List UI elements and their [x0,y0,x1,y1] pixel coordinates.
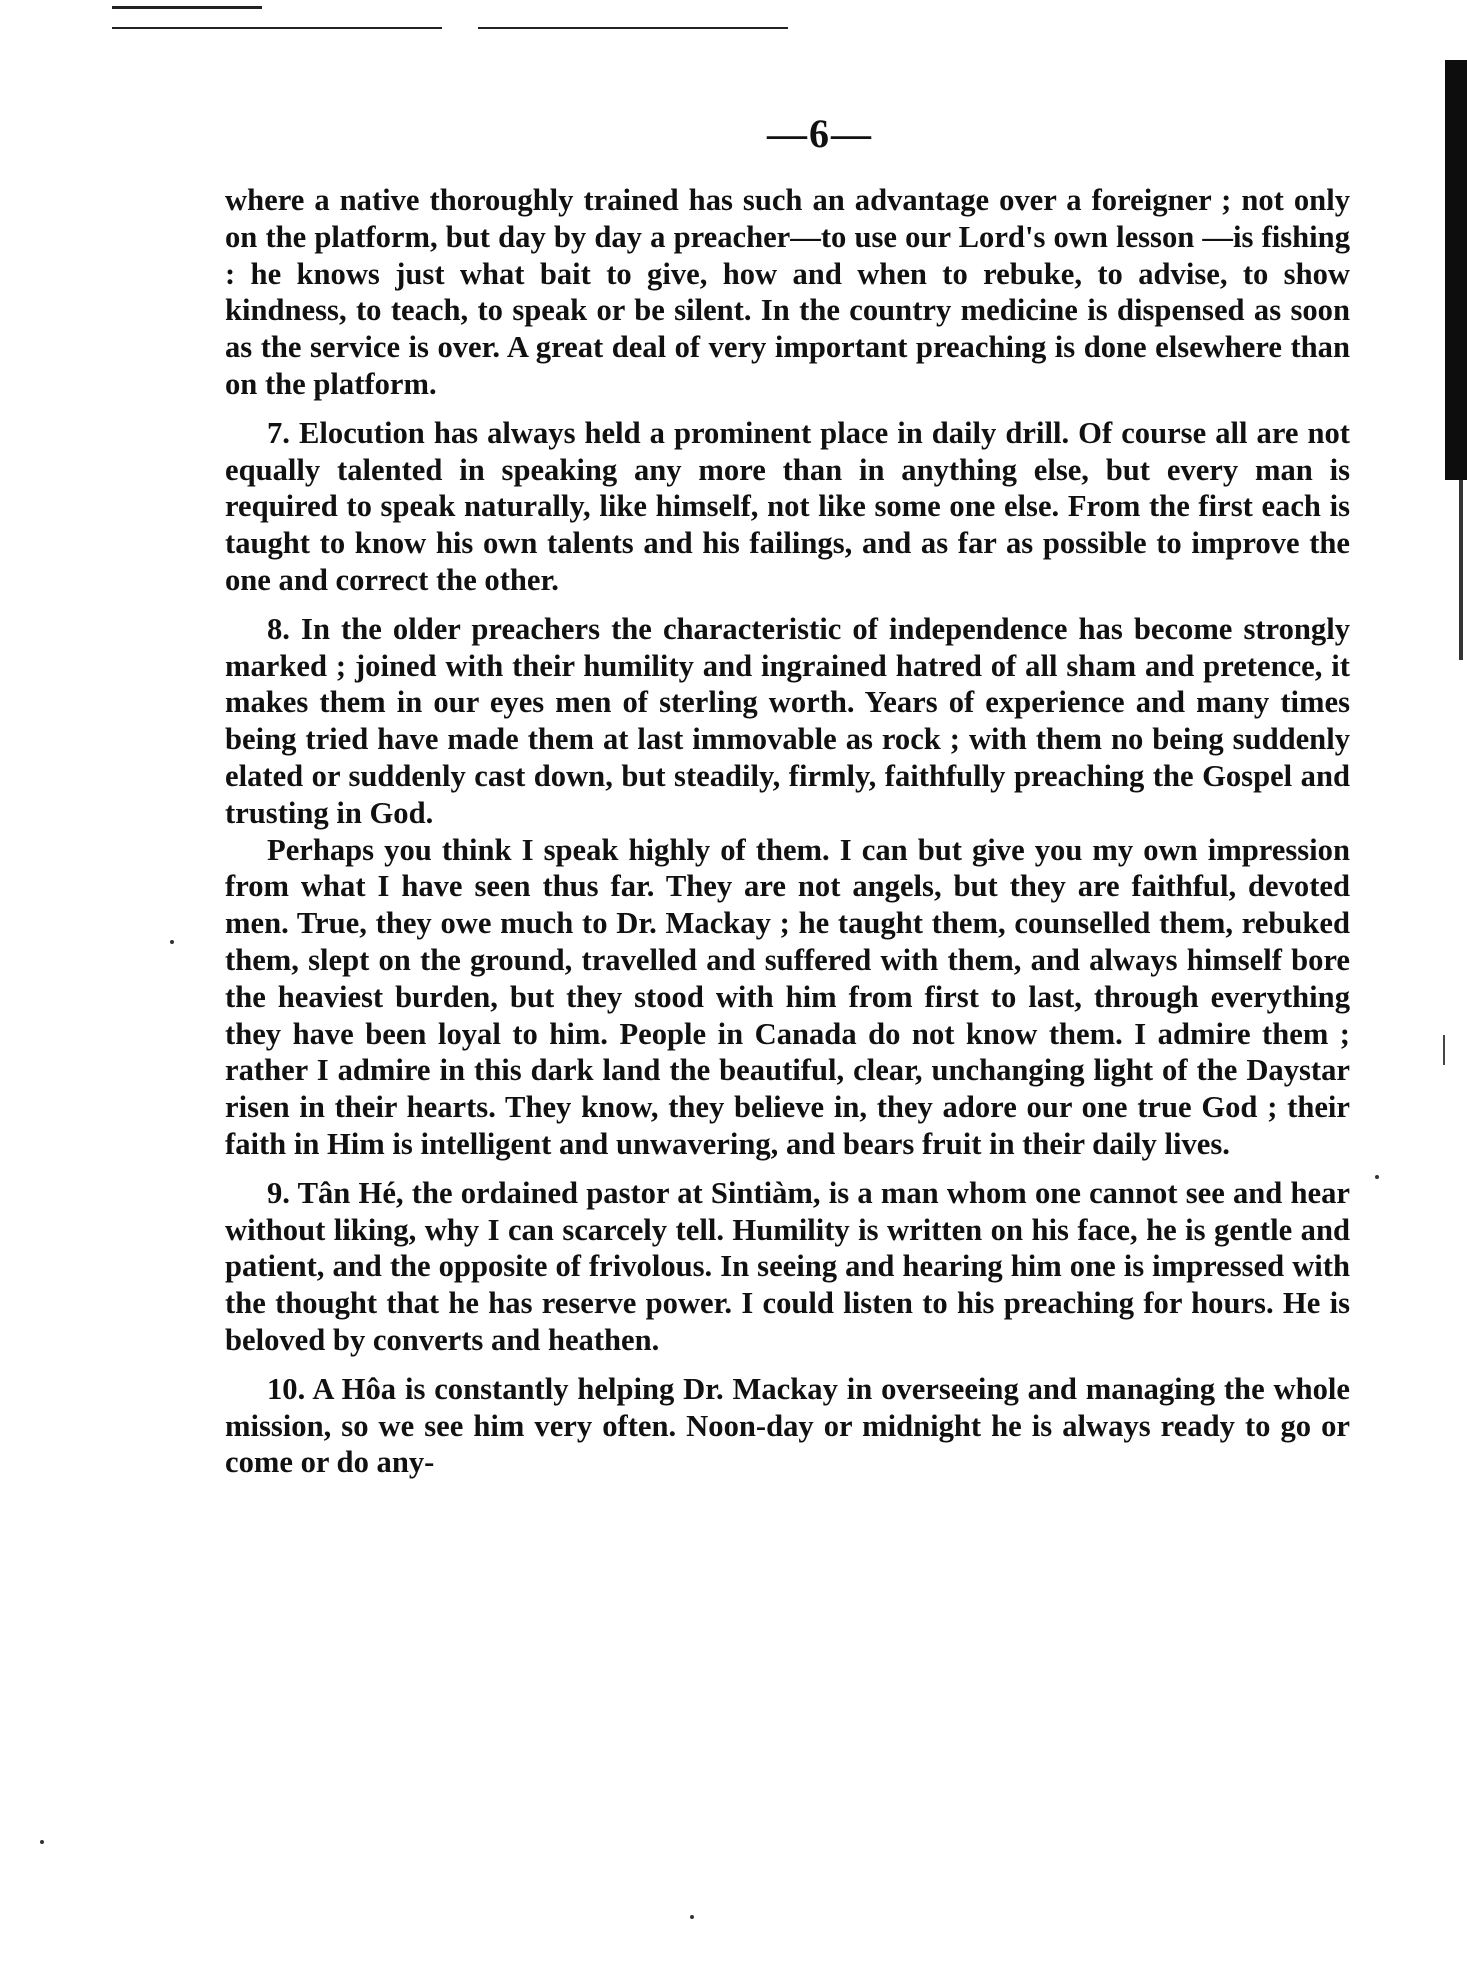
paragraph-8: 8. In the older preachers the characteristic of independence has become strongly marked ; joined with their humility and ingrained hatred of all sham and pretence, it makes them in our eyes men of sterling worth. Years of experience and many times being tried have made them at last immovable as rock ; with them no being suddenly elated or suddenly cast down, but steadily, firmly, faithfully preaching the Gospel and trusting in God. [225,611,1350,830]
scan-edge-line [1459,480,1463,660]
top-rule-left [112,27,442,29]
scan-speck [40,1840,44,1844]
scan-speck [690,1915,694,1919]
top-rule-short [112,6,262,9]
page-body [225,182,1350,1481]
page-number: —6— [767,111,873,156]
top-rule-right [478,27,788,29]
paragraph-continuation: where a native thoroughly trained has such an advantage over a foreigner ; not only on the platform, but day by day a preacher—to use our Lord's own lesson —is fishing : he knows just what bait to give, how and when to rebuke, to advise, to show kindness, to teach, to speak or be silent. In the country medicine is dispensed as soon as the service is over. A great deal of very important preaching is done elsewhere than on the platform. [225,183,1350,401]
paragraph-7: 7. Elocution has always held a prominent place in daily drill. Of course all are not equally talented in speaking any more than in anything else, but every man is required to speak naturally, like himself, not like some one else. From the first each is taught to know his own talents and his failings, and as far as possible to improve the one and correct the other. [225,415,1350,597]
paragraph-10: 10. A Hôa is constantly helping Dr. Mackay in overseeing and managing the whole mission, so we see him very often. Noon-day or midnight he is always ready to go or come or do any- [225,1371,1350,1480]
scan-speck [1375,1175,1379,1179]
paragraph-8-continued: Perhaps you think I speak highly of them. I can but give you my own impression from what I have seen thus far. They are not angels, but they are faithful, devoted men. True, they owe much to Dr. Mackay ; he taught them, counselled them, rebuked them, slept on the ground, travelled and suffered with them, and always himself bore the heaviest burden, but they stood with him from first to last, through everything they have been loyal to him. People in Canada do not know them. I admire them ; rather I admire in this dark land the beautiful, clear, unchanging light of the Daystar risen in their hearts. They know, they believe in, they adore our one true God ; their faith in Him is intelligent and unwavering, and bears fruit in their daily lives. [225,832,1350,1161]
scan-speck [170,940,174,944]
paragraph-9: 9. Tân Hé, the ordained pastor at Sintiàm, is a man whom one cannot see and hear without liking, why I can scarcely tell. Humility is written on his face, he is gentle and patient, and the opposite of frivolous. In seeing and hearing him one is impressed with the thought that he has reserve power. I could listen to his preaching for hours. He is beloved by converts and heathen. [225,1175,1350,1357]
scan-mark [1443,1035,1445,1065]
